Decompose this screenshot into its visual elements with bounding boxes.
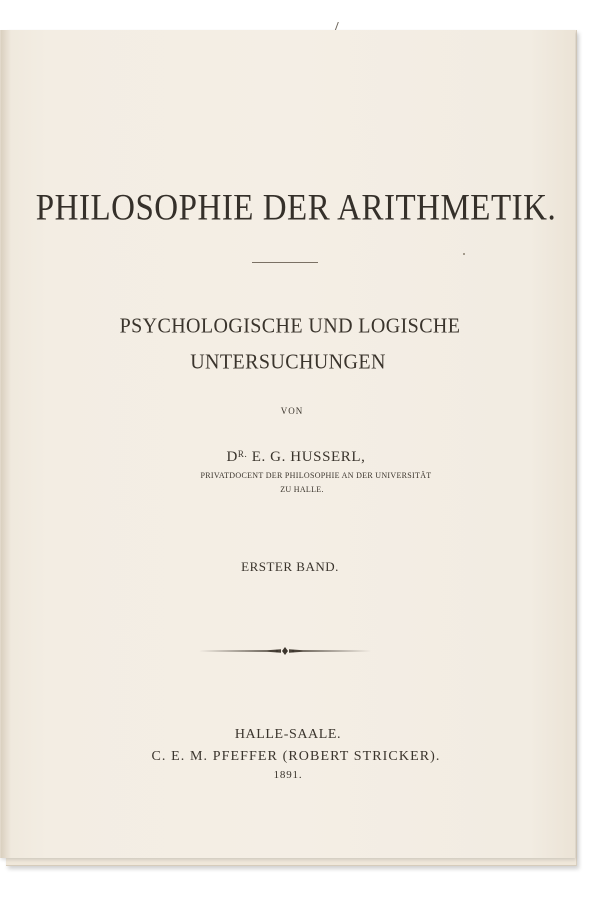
subtitle-line-1: PSYCHOLOGISCHE UND LOGISCHE xyxy=(119,314,461,338)
affiliation-line-1: PRIVATDOCENT DER PHILOSOPHIE AN DER UNIVERSITÄT xyxy=(200,471,432,480)
subtitle-line-2: UNTERSUCHUNGEN xyxy=(190,350,386,374)
book-title: PHILOSOPHIE DER ARITHMETIK. xyxy=(35,188,557,229)
by-label: VON xyxy=(280,406,304,416)
publication-place: HALLE-SAALE. xyxy=(234,727,342,742)
paper-speck xyxy=(463,253,465,255)
publication-year: 1891. xyxy=(273,769,303,781)
publisher-line: C. E. M. PFEFFER (ROBERT STRICKER). xyxy=(151,749,441,764)
author-prefix: D xyxy=(226,449,238,465)
ornamental-divider-icon xyxy=(197,644,373,658)
volume-label: ERSTER BAND. xyxy=(241,559,339,574)
author-line xyxy=(1,449,583,466)
author-prefix-superscript: R. xyxy=(237,449,248,459)
affiliation-line-2: ZU HALLE. xyxy=(280,485,324,494)
author-name: E. G. HUSSERL, xyxy=(247,449,366,465)
title-page xyxy=(0,30,575,858)
title-divider-rule xyxy=(252,262,318,263)
